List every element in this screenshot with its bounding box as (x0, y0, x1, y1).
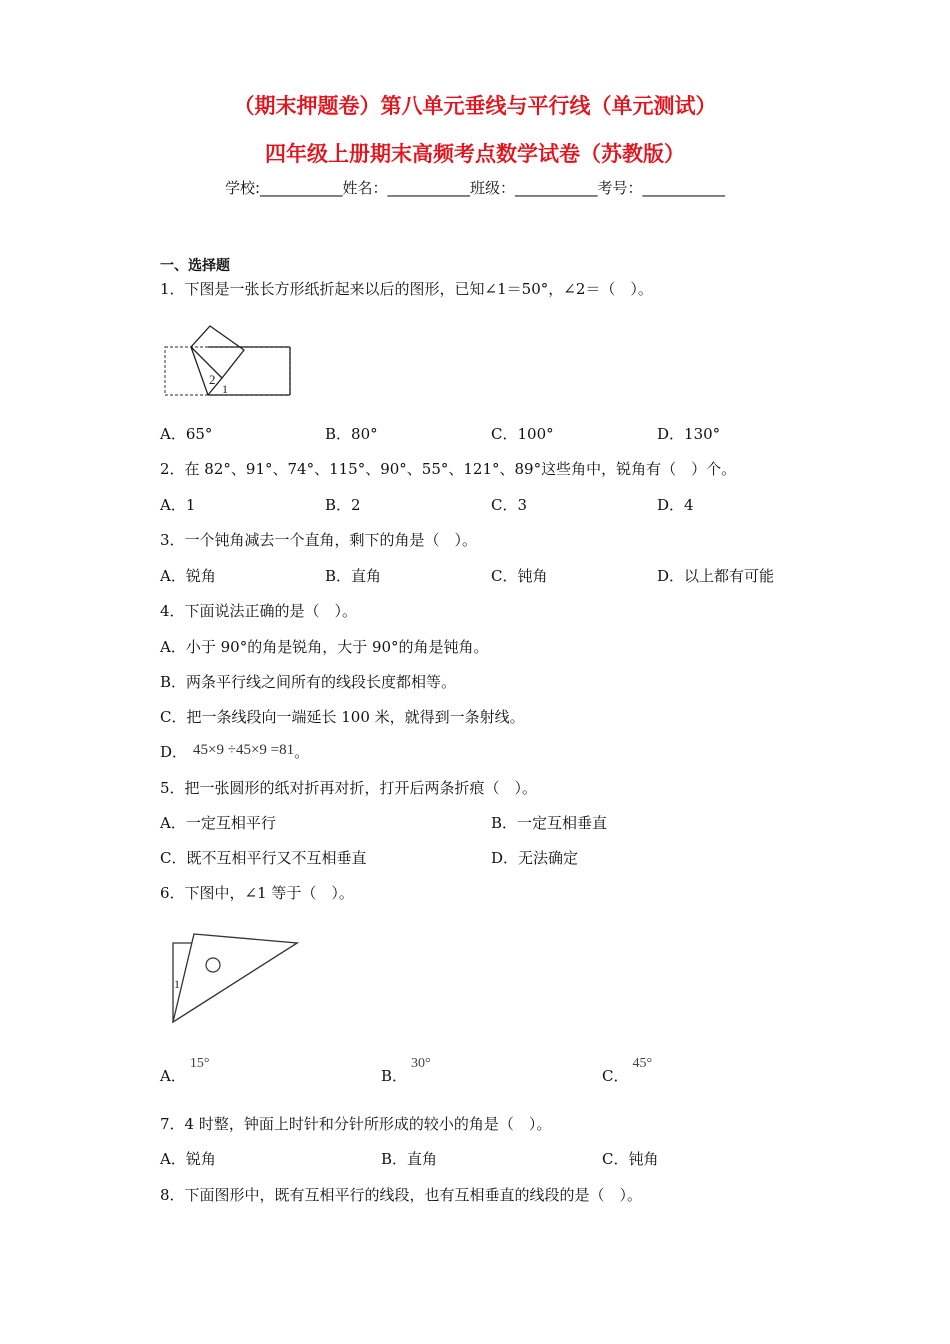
q5-option-a[interactable]: A．一定互相平行 (160, 814, 276, 832)
question-4-stem: 4．下面说法正确的是（ ）。 (160, 602, 358, 620)
q4-option-d-suffix: 。 (294, 743, 310, 761)
q1-option-c[interactable]: C．100° (491, 425, 554, 443)
title-line-2: 四年级上册期末高频考点数学试卷（苏教版） (265, 142, 685, 166)
q6-option-c-label: C． (602, 1067, 629, 1085)
q5-option-b[interactable]: B．一定互相垂直 (491, 814, 608, 832)
q3-option-c[interactable]: C．钝角 (491, 567, 548, 585)
q6-option-a-value: 15° (189, 1056, 210, 1071)
question-6-stem: 6．下图中，∠1 等于（ ）。 (160, 884, 354, 902)
q7-option-c[interactable]: C．钝角 (602, 1150, 659, 1168)
q2-option-d[interactable]: D．4 (657, 496, 694, 514)
question-3-stem: 3．一个钝角减去一个直角，剩下的角是（ ）。 (160, 531, 478, 549)
q1-option-b[interactable]: B．80° (325, 425, 378, 443)
angle-2-label: 2 (209, 372, 216, 387)
q6-option-a-label: A． (160, 1067, 186, 1085)
q4-option-a[interactable]: A．小于 90°的角是锐角，大于 90°的角是钝角。 (160, 638, 489, 656)
angle-1-label: 1 (222, 382, 228, 396)
question-1-stem: 1．下图是一张长方形纸折起来以后的图形，已知∠1＝50°，∠2＝（ ）。 (160, 280, 653, 298)
question-5-stem: 5．把一张圆形的纸对折再对折，打开后两条折痕（ ）。 (160, 779, 538, 797)
q4-option-b[interactable]: B．两条平行线之间所有的线段长度都相等。 (160, 673, 457, 691)
folded-paper-figure (160, 322, 295, 400)
q6-option-b-value: 30° (411, 1056, 431, 1071)
q1-option-d[interactable]: D．130° (657, 425, 721, 443)
angle-1-label: 1 (174, 977, 180, 991)
student-info-line: 学校:___________姓名：___________班级：___________考号：___________ (224, 179, 726, 197)
q2-option-c[interactable]: C．3 (491, 496, 528, 514)
q3-option-a[interactable]: A．锐角 (160, 567, 216, 585)
set-square (173, 934, 297, 1022)
q6-option-a[interactable] (160, 1056, 210, 1086)
q5-option-c[interactable]: C．既不互相平行又不互相垂直 (160, 849, 367, 867)
q3-option-b[interactable]: B．直角 (325, 567, 382, 585)
q4-option-c[interactable]: C．把一条线段向一端延长 100 米，就得到一条射线。 (160, 708, 525, 726)
section-title: 一、选择题 (160, 258, 230, 274)
q1-option-a[interactable]: A．65° (160, 425, 213, 443)
q7-option-b[interactable]: B．直角 (381, 1150, 438, 1168)
q3-option-d[interactable]: D．以上都有可能 (657, 567, 775, 585)
question-7-stem: 7．4 时整，钟面上时针和分针所形成的较小的角是（ ）。 (160, 1115, 552, 1133)
q4-option-d[interactable] (160, 741, 309, 762)
q2-option-a[interactable]: A．1 (160, 496, 196, 514)
question-2-stem: 2．在 82°、91°、74°、115°、90°、55°、121°、89°这些角中，锐角有（ ）个。 (160, 460, 737, 478)
q7-option-a[interactable]: A．锐角 (160, 1150, 216, 1168)
q2-option-b[interactable]: B．2 (325, 496, 361, 514)
q6-option-c[interactable] (602, 1056, 653, 1086)
q5-option-d[interactable]: D．无法确定 (491, 849, 579, 867)
q6-option-b-label: B． (381, 1067, 408, 1085)
q6-option-c-value: 45° (632, 1056, 653, 1071)
set-square-figure (165, 928, 305, 1028)
q4-option-d-formula: 45×9 ÷45×9 =81 (193, 742, 295, 758)
title-line-1: （期末押题卷）第八单元垂线与平行线（单元测试） (233, 94, 717, 118)
q6-option-b[interactable] (381, 1056, 431, 1086)
q4-option-d-label: D． (160, 743, 188, 761)
question-8-stem: 8．下面图形中，既有互相平行的线段，也有互相垂直的线段的是（ ）。 (160, 1186, 643, 1204)
